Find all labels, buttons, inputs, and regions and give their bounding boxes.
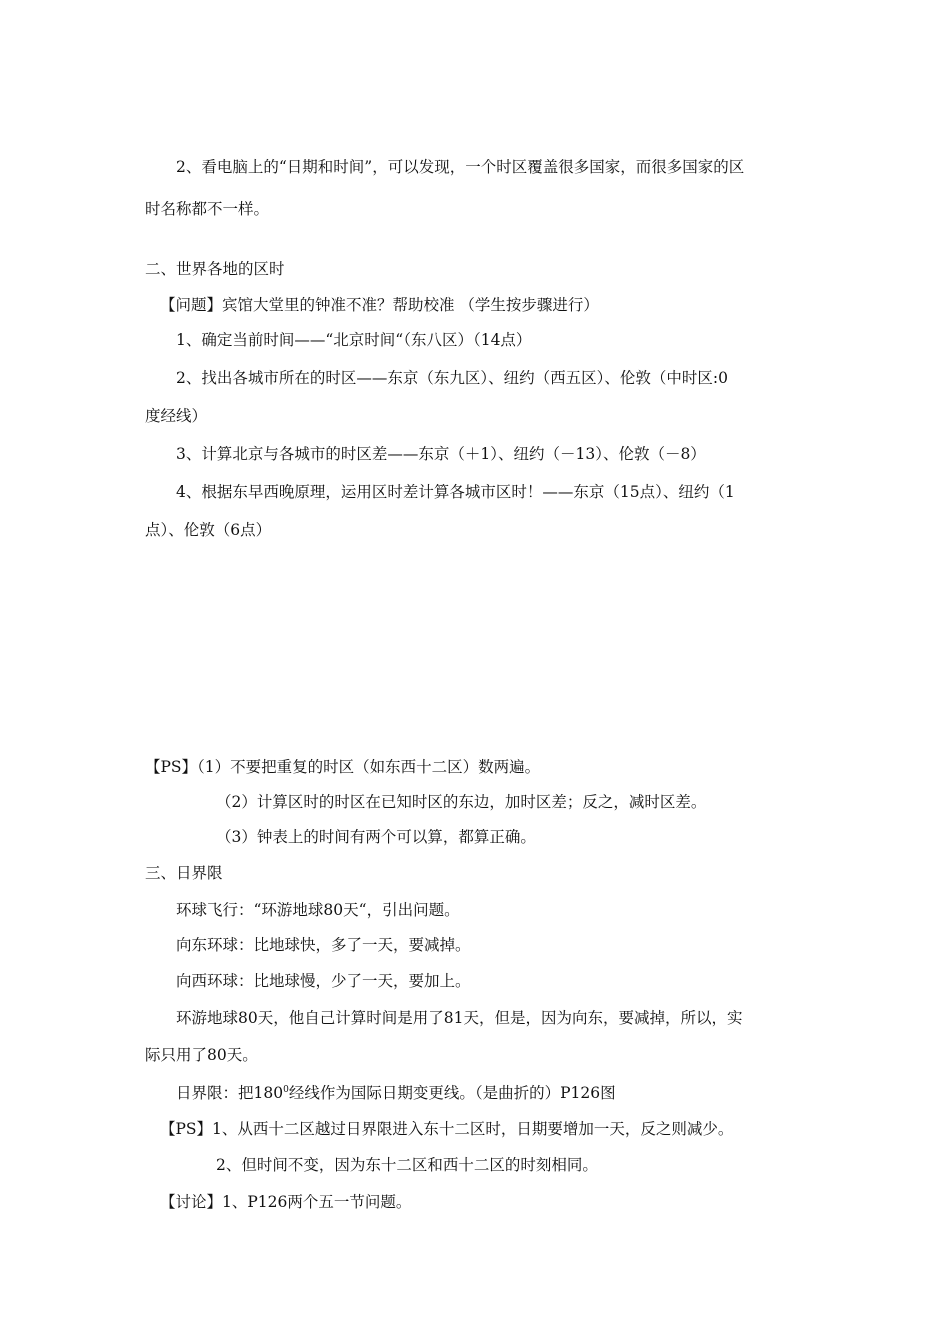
discussion-line: 【讨论】1、P126两个五一节问题。	[160, 1193, 412, 1211]
section-heading: 二、世界各地的区时	[145, 260, 285, 278]
text-run: 日界限：把180	[176, 1084, 284, 1102]
step-line: 2、找出各城市所在的时区——东京（东九区）、纽约（西五区）、伦敦（中时区:0	[176, 369, 728, 387]
step-line: 度经线）	[145, 407, 208, 425]
ps-line: （2）计算区时的时区在已知时区的东边，加时区差；反之，减时区差。	[216, 793, 707, 811]
degree-superscript: 0	[283, 1084, 289, 1095]
text-run: 经线作为国际日期变更线。（是曲折的）P126图	[288, 1084, 616, 1102]
step-line: 点）、伦敦（6点）	[145, 521, 272, 539]
paragraph-line: 向东环球：比地球快，多了一天，要减掉。	[176, 936, 471, 954]
paragraph-line: 2、看电脑上的“日期和时间”，可以发现，一个时区覆盖很多国家，而很多国家的区	[176, 158, 745, 176]
paragraph-line: 环游地球80天，他自己计算时间是用了81天，但是，因为向东，要减掉，所以，实	[176, 1009, 743, 1027]
ps-line: 2、但时间不变，因为东十二区和西十二区的时刻相同。	[216, 1156, 598, 1174]
step-line: 1、确定当前时间——“北京时间“（东八区）（14点）	[176, 331, 532, 349]
ps-line: 【PS】（1）不要把重复的时区（如东西十二区）数两遍。	[145, 758, 541, 776]
step-line: 3、计算北京与各城市的时区差——东京（＋1）、纽约（－13）、伦敦（－8）	[176, 445, 706, 463]
ps-line: （3）钟表上的时间有两个可以算，都算正确。	[216, 828, 536, 846]
paragraph-line: 时名称都不一样。	[145, 200, 270, 218]
section-heading: 三、日界限	[145, 864, 223, 882]
step-line: 4、根据东早西晚原理，运用区时差计算各城市区时！——东京（15点）、纽约（1	[176, 483, 735, 501]
ps-line: 【PS】1、从西十二区越过日界限进入东十二区时，日期要增加一天，反之则减少。	[160, 1120, 734, 1138]
paragraph-line: 向西环球：比地球慢，少了一天，要加上。	[176, 972, 471, 990]
question-line: 【问题】宾馆大堂里的钟准不准？帮助校准 （学生按步骤进行）	[160, 296, 599, 314]
paragraph-line: 环球飞行：“环游地球80天“，引出问题。	[176, 901, 460, 919]
paragraph-line	[176, 1083, 616, 1103]
paragraph-line: 际只用了80天。	[145, 1046, 258, 1064]
